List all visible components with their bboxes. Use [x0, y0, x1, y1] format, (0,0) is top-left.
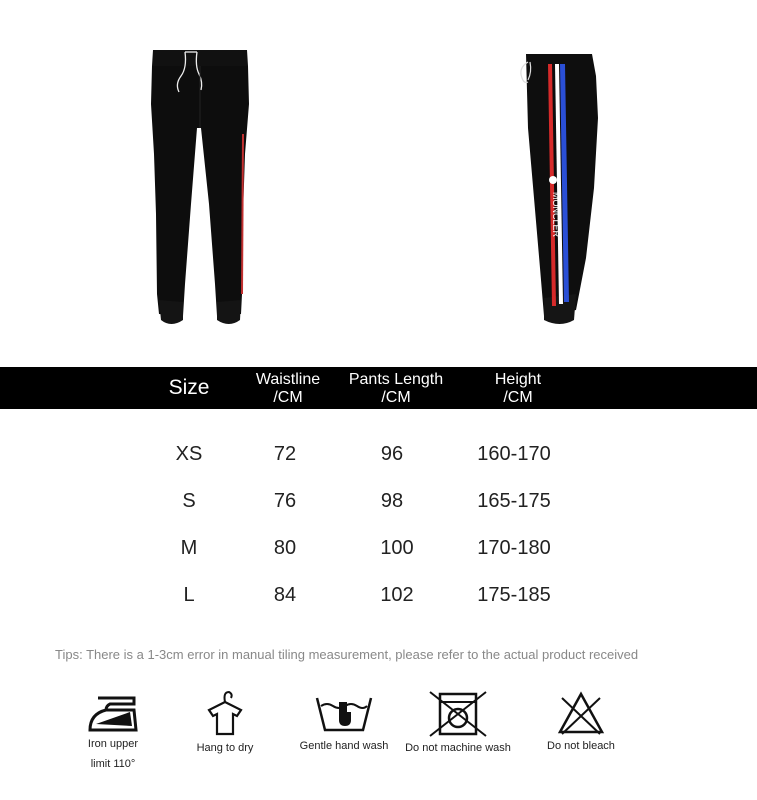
- cell-waist: 76: [273, 490, 297, 512]
- header-waistline: [244, 371, 332, 407]
- care-item-no-bleach: [536, 690, 626, 756]
- cell-size: XS: [175, 443, 203, 465]
- iron-icon: [84, 692, 142, 734]
- care-item-hang: [190, 688, 260, 758]
- header-pants-length-unit: /CM: [381, 389, 411, 406]
- care-item-hand-wash: [296, 690, 392, 756]
- hand-wash-icon: [313, 690, 375, 736]
- cell-height: 165-175: [477, 490, 551, 512]
- cell-waist: 72: [273, 443, 297, 465]
- header-height-label: Height: [494, 371, 542, 388]
- care-label-hand-wash: Gentle hand wash: [299, 740, 389, 752]
- header-pants-length: [338, 371, 454, 407]
- care-label-iron-2: limit 110°: [90, 758, 136, 770]
- cell-size: M: [180, 537, 198, 559]
- no-bleach-icon: [556, 690, 606, 736]
- size-table-header: [0, 367, 757, 409]
- cell-waist: 84: [273, 584, 297, 606]
- header-waistline-unit: /CM: [273, 389, 303, 406]
- care-item-iron: [78, 692, 148, 774]
- header-size: Size: [168, 376, 210, 399]
- cell-length: 100: [380, 537, 414, 559]
- no-machine-wash-icon: [428, 690, 488, 738]
- pants-front-image: [145, 44, 255, 328]
- cell-size: L: [183, 584, 195, 606]
- measurement-tips: Tips: There is a 1-3cm error in manual tiling measurement, please refer to the actual product received: [55, 647, 639, 662]
- cell-length: 96: [380, 443, 404, 465]
- cell-size: S: [182, 490, 196, 512]
- cell-length: 102: [380, 584, 414, 606]
- cell-waist: 80: [273, 537, 297, 559]
- pants-side-image: [510, 48, 606, 328]
- care-item-no-machine-wash: [398, 690, 518, 758]
- care-label-iron-1: Iron upper: [87, 738, 139, 750]
- header-pants-length-label: Pants Length: [348, 371, 444, 388]
- header-height-unit: /CM: [503, 389, 533, 406]
- care-label-no-bleach: Do not bleach: [547, 740, 615, 752]
- cell-height: 175-185: [477, 584, 551, 606]
- cell-height: 160-170: [477, 443, 551, 465]
- header-waistline-label: Waistline: [255, 371, 321, 388]
- hanger-icon: [203, 688, 247, 738]
- care-label-hang: Hang to dry: [196, 742, 254, 754]
- care-label-no-machine-wash: Do not machine wash: [405, 742, 511, 754]
- cell-height: 170-180: [477, 537, 551, 559]
- cell-length: 98: [380, 490, 404, 512]
- side-logo-text: MONCLER: [551, 192, 561, 238]
- header-height: [478, 371, 558, 407]
